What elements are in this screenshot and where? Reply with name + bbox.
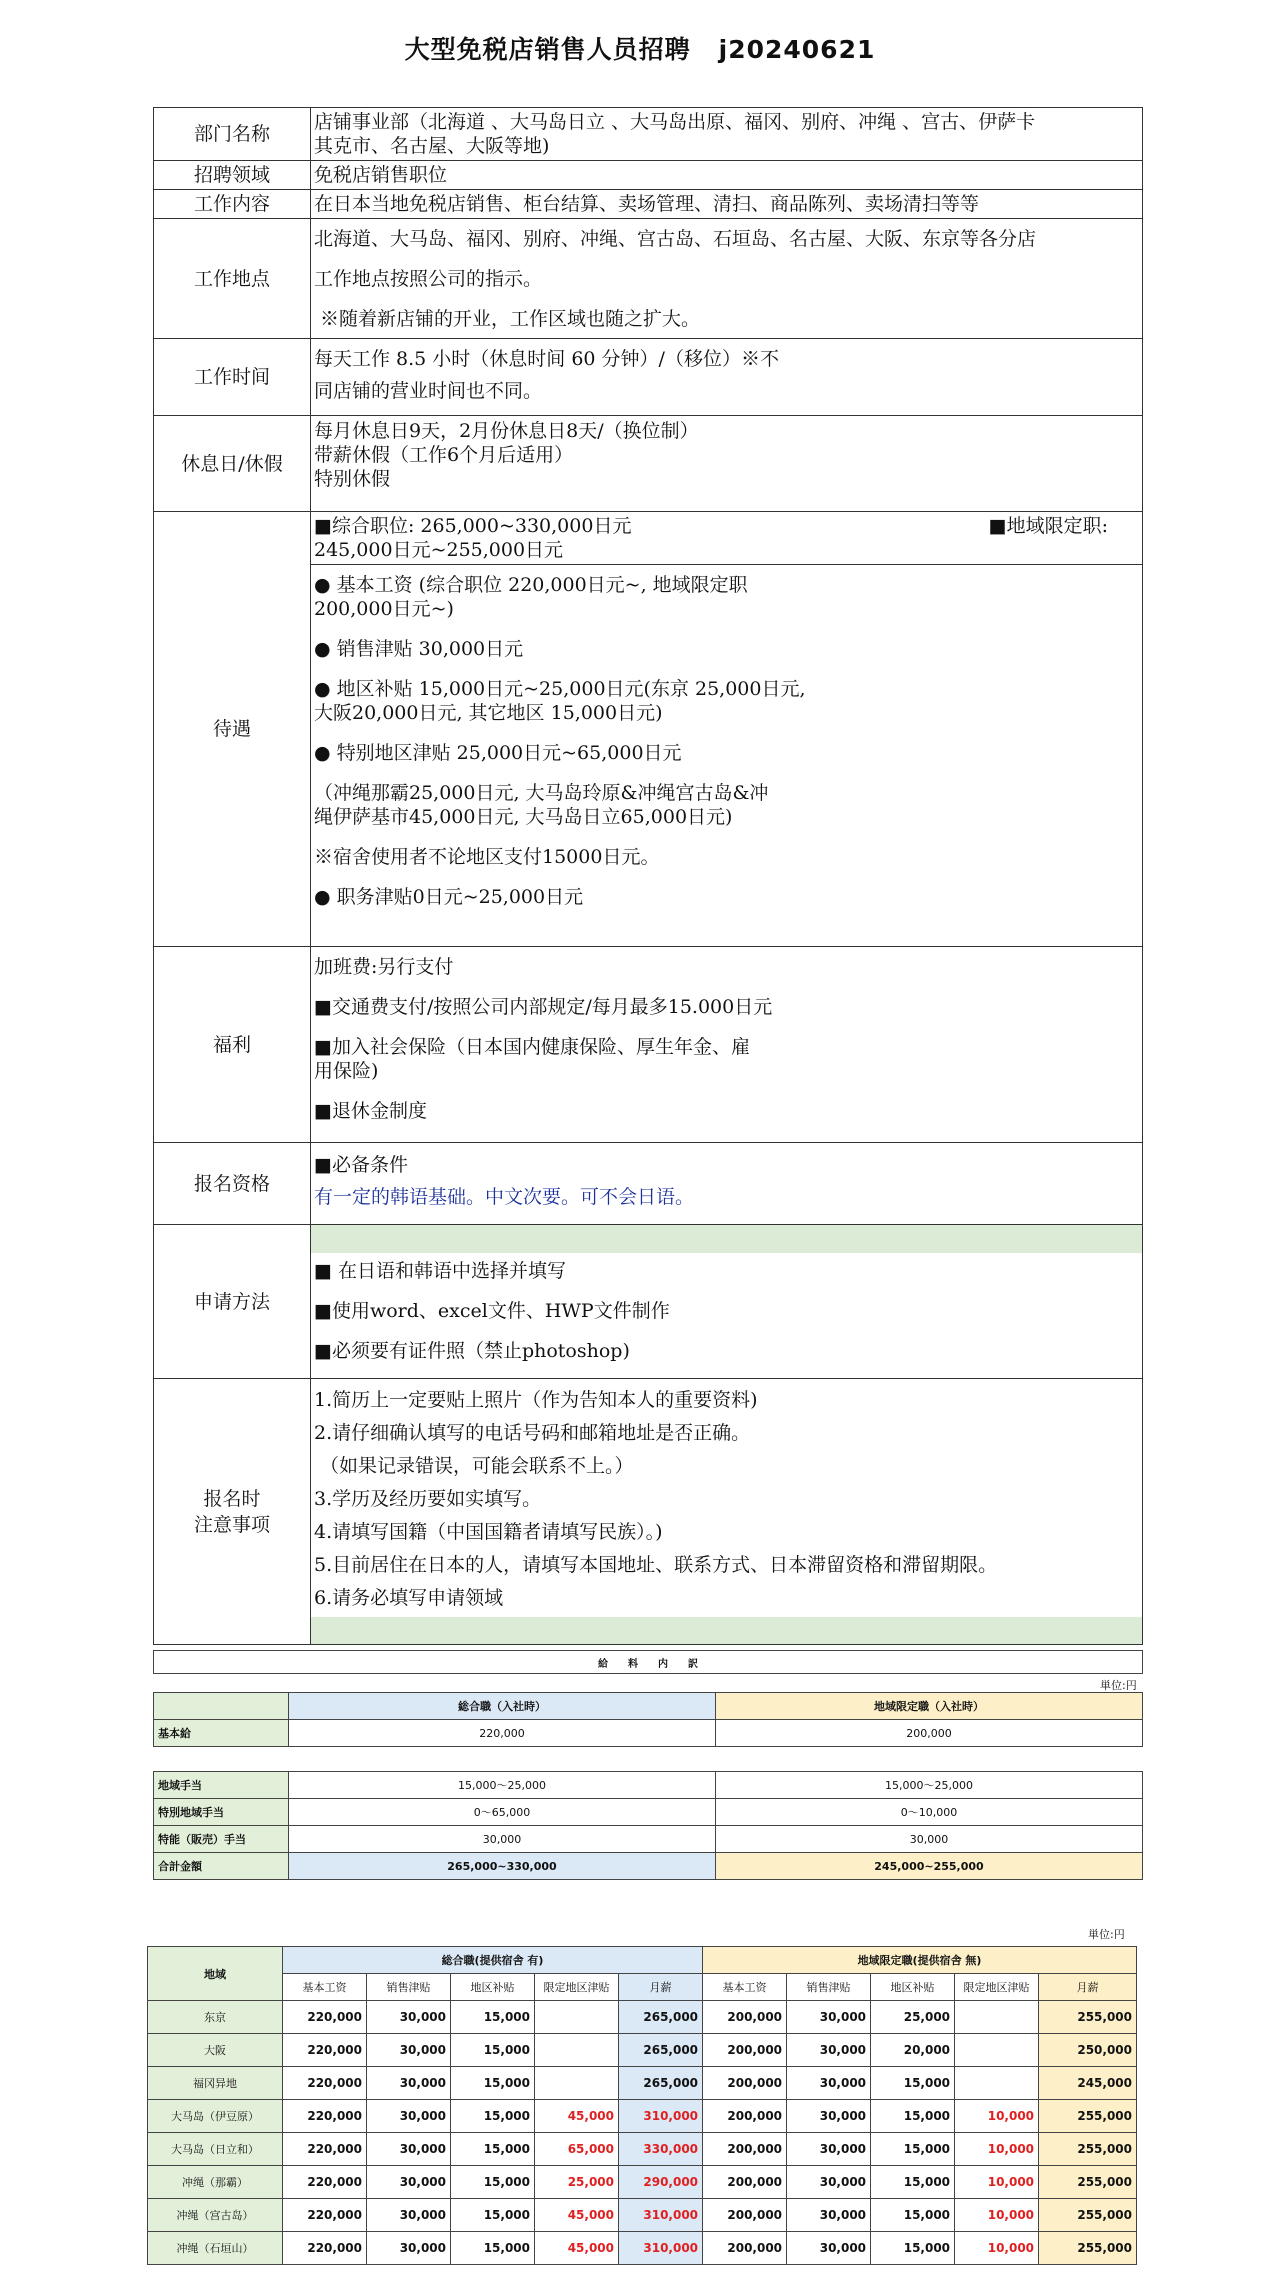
area-cell: 15,000 — [451, 2199, 535, 2232]
row-salary-head — [154, 512, 1143, 565]
notes-line-5: 4.请填写国籍（中国国籍者请填写民族）。) — [314, 1521, 663, 1543]
area-row — [148, 2199, 1137, 2232]
area-cell: 45,000 — [535, 2232, 619, 2265]
apply-value — [311, 1225, 1143, 1379]
content-value: 在日本当地免税店销售、柜台结算、卖场管理、清扫、商品陈列、卖场清扫等等 — [311, 190, 1143, 219]
notes-line-4: 3.学历及经历要如实填写。 — [314, 1488, 542, 1510]
sub-header: 限定地区津贴 — [535, 1974, 619, 2001]
area-cell: 310,000 — [619, 2232, 703, 2265]
area-cell: 30,000 — [367, 2100, 451, 2133]
area-body — [148, 2001, 1137, 2265]
area-cell: 30,000 — [787, 2166, 871, 2199]
holiday-label: 休息日/休假 — [154, 416, 311, 512]
notes-value — [311, 1379, 1143, 1645]
welfare-value — [311, 947, 1143, 1143]
general-col-header: 総合職（入社時） — [289, 1693, 716, 1720]
apply-line-1: ■ 在日语和韩语中选择并填写 — [314, 1260, 566, 1282]
apply-highlight-bar — [311, 1225, 1142, 1253]
salary-item-3: ● 销售津贴 30,000日元 — [314, 638, 524, 660]
salary-item-10: ● 职务津贴0日元~25,000日元 — [314, 886, 584, 908]
row-notes — [154, 1379, 1143, 1645]
area-cell: 200,000 — [703, 2232, 787, 2265]
apply-line-2: ■使用word、excel文件、HWP文件制作 — [314, 1300, 670, 1322]
area-cell — [535, 2001, 619, 2034]
area-row — [148, 2067, 1137, 2100]
area-cell: 250,000 — [1039, 2034, 1137, 2067]
allowance-general: 15,000～25,000 — [289, 1772, 716, 1799]
area-cell: 30,000 — [367, 2166, 451, 2199]
area-cell: 30,000 — [367, 2067, 451, 2100]
area-cell: 255,000 — [1039, 2199, 1137, 2232]
area-cell: 310,000 — [619, 2199, 703, 2232]
notes-label — [154, 1379, 311, 1645]
area-cell: 290,000 — [619, 2166, 703, 2199]
area-cell — [955, 2001, 1039, 2034]
local-col-header: 地域限定職（入社時） — [716, 1693, 1143, 1720]
salary-item-9: ※宿舍使用者不论地区支付15000日元。 — [314, 846, 660, 868]
location-line-2: 工作地点按照公司的指示。 — [314, 268, 543, 290]
salary-general-range: ■综合职位: 265,000~330,000日元 — [314, 515, 632, 537]
sub-header: 基本工资 — [703, 1974, 787, 2001]
welfare-label: 福利 — [154, 947, 311, 1143]
area-cell: 15,000 — [451, 2034, 535, 2067]
area-region: 大阪 — [148, 2034, 283, 2067]
notes-line-6: 5.目前居住在日本的人，请填写本国地址、联系方式、日本滞留资格和滞留期限。 — [314, 1554, 998, 1576]
hours-line-2: 同店铺的营业时间也不同。 — [314, 380, 543, 402]
area-cell: 30,000 — [787, 2001, 871, 2034]
location-value — [311, 219, 1143, 339]
allowance-row — [154, 1799, 1143, 1826]
area-row — [148, 2034, 1137, 2067]
area-cell: 245,000 — [1039, 2067, 1137, 2100]
sub-header: 销售津贴 — [787, 1974, 871, 2001]
location-line-3: ※随着新店铺的开业，工作区域也随之扩大。 — [320, 308, 701, 330]
salary-item-2: 200,000日元~) — [314, 598, 454, 620]
allowance-row — [154, 1826, 1143, 1853]
area-cell: 30,000 — [787, 2100, 871, 2133]
area-cell: 310,000 — [619, 2100, 703, 2133]
holiday-line-3: 特别休假 — [314, 468, 391, 490]
area-unit: 単位:円 — [1088, 1928, 1125, 1941]
area-cell: 330,000 — [619, 2133, 703, 2166]
area-cell: 200,000 — [703, 2166, 787, 2199]
area-cell: 200,000 — [703, 2100, 787, 2133]
sub-header: 地区补贴 — [451, 1974, 535, 2001]
salary-unit: 単位:円 — [1100, 1679, 1137, 1692]
area-cell: 255,000 — [1039, 2100, 1137, 2133]
area-cell — [535, 2067, 619, 2100]
area-cell: 10,000 — [955, 2232, 1039, 2265]
job-info-table — [153, 107, 1143, 1645]
salary-caption: 給 料 内 訳 — [154, 1651, 1143, 1674]
area-row — [148, 2100, 1137, 2133]
salary-item-1: ● 基本工资 (综合职位 220,000日元~, 地域限定职 — [314, 574, 748, 596]
welfare-line-1: 加班费:另行支付 — [314, 956, 454, 978]
location-line-1: 北海道、大马岛、福冈、别府、冲绳、宫古岛、石垣岛、名古屋、大阪、东京等各分店 — [314, 228, 1037, 250]
area-region: 大马岛（伊豆原） — [148, 2100, 283, 2133]
area-region: 东京 — [148, 2001, 283, 2034]
salary-item-5: 大阪20,000日元, 其它地区 15,000日元) — [314, 702, 663, 724]
allowance-local: 0～10,000 — [716, 1799, 1143, 1826]
area-subheader-row — [148, 1974, 1137, 2001]
apply-label: 申请方法 — [154, 1225, 311, 1379]
welfare-line-3: ■加入社会保险（日本国内健康保险、厚生年金、雇 — [314, 1036, 750, 1058]
salary-item-4: ● 地区补贴 15,000日元~25,000日元(东京 25,000日元, — [314, 678, 806, 700]
area-cell: 200,000 — [703, 2034, 787, 2067]
salary-local-label: ■地域限定职: — [988, 515, 1108, 537]
area-cell: 30,000 — [367, 2133, 451, 2166]
row-field — [154, 161, 1143, 190]
notes-line-3: （如果记录错误，可能会联系不上。） — [320, 1455, 634, 1477]
area-cell: 200,000 — [703, 2133, 787, 2166]
area-cell: 15,000 — [871, 2067, 955, 2100]
area-cell: 30,000 — [367, 2199, 451, 2232]
area-cell: 15,000 — [871, 2166, 955, 2199]
area-cell: 15,000 — [451, 2100, 535, 2133]
salary-head — [311, 512, 1143, 565]
page-title-text: 大型免税店销售人员招聘 — [404, 35, 691, 64]
notes-label-2: 注意事项 — [193, 1513, 270, 1536]
sub-header: 基本工资 — [283, 1974, 367, 2001]
total-label: 合計金額 — [154, 1853, 289, 1880]
hours-value — [311, 339, 1143, 416]
dept-value — [311, 108, 1143, 161]
area-cell: 265,000 — [619, 2034, 703, 2067]
welfare-line-2: ■交通费支付/按照公司内部规定/每月最多15.000日元 — [314, 996, 773, 1018]
sub-header: 限定地区津贴 — [955, 1974, 1039, 2001]
area-row — [148, 2232, 1137, 2265]
notes-line-2: 2.请仔细确认填写的电话号码和邮箱地址是否正确。 — [314, 1422, 751, 1444]
qualify-line-2: 有一定的韩语基础。中文次要。可不会日语。 — [314, 1186, 695, 1208]
page-title — [0, 30, 1280, 66]
area-cell: 30,000 — [367, 2001, 451, 2034]
area-cell: 10,000 — [955, 2199, 1039, 2232]
notes-line-1: 1.简历上一定要贴上照片（作为告知本人的重要资料) — [314, 1389, 758, 1411]
area-cell: 25,000 — [871, 2001, 955, 2034]
area-cell: 220,000 — [283, 2100, 367, 2133]
allowance-general: 30,000 — [289, 1826, 716, 1853]
area-row — [148, 2133, 1137, 2166]
dept-label: 部门名称 — [154, 108, 311, 161]
welfare-line-4: 用保险) — [314, 1060, 379, 1082]
allowance-label: 特別地域手当 — [154, 1799, 289, 1826]
area-cell: 20,000 — [871, 2034, 955, 2067]
area-cell: 220,000 — [283, 2133, 367, 2166]
salary-label: 待遇 — [154, 512, 311, 947]
area-cell: 15,000 — [451, 2166, 535, 2199]
row-dept — [154, 108, 1143, 161]
row-welfare — [154, 947, 1143, 1143]
area-row — [148, 2001, 1137, 2034]
area-region: 大马岛（日立和） — [148, 2133, 283, 2166]
area-cell: 30,000 — [787, 2232, 871, 2265]
base-local: 200,000 — [716, 1720, 1143, 1747]
area-general-header: 総合職(提供宿舎 有) — [283, 1947, 703, 1974]
area-cell: 15,000 — [451, 2133, 535, 2166]
allowance-local: 15,000～25,000 — [716, 1772, 1143, 1799]
base-label: 基本給 — [154, 1720, 289, 1747]
area-row — [148, 2166, 1137, 2199]
area-cell: 15,000 — [871, 2232, 955, 2265]
total-row — [154, 1853, 1143, 1880]
location-label: 工作地点 — [154, 219, 311, 339]
area-cell: 10,000 — [955, 2100, 1039, 2133]
area-region: 冲绳（那霸） — [148, 2166, 283, 2199]
allowance-general: 0～65,000 — [289, 1799, 716, 1826]
notes-line-7: 6.请务必填写申请领域 — [314, 1587, 504, 1609]
notes-label-1: 报名时 — [203, 1487, 261, 1510]
area-region: 福冈异地 — [148, 2067, 283, 2100]
hours-line-1: 每天工作 8.5 小时（休息时间 60 分钟）/（移位）※不 — [314, 348, 779, 370]
allowance-label: 地域手当 — [154, 1772, 289, 1799]
area-region: 冲绳（宫古岛） — [148, 2199, 283, 2232]
content-label: 工作内容 — [154, 190, 311, 219]
row-hours — [154, 339, 1143, 416]
sub-header: 地区补贴 — [871, 1974, 955, 2001]
area-cell: 15,000 — [451, 2001, 535, 2034]
area-cell: 45,000 — [535, 2199, 619, 2232]
area-cell: 200,000 — [703, 2199, 787, 2232]
area-cell — [955, 2034, 1039, 2067]
sub-header: 月薪 — [619, 1974, 703, 2001]
qualify-value — [311, 1143, 1143, 1225]
area-cell: 30,000 — [367, 2232, 451, 2265]
welfare-line-5: ■退休金制度 — [314, 1100, 427, 1122]
salary-item-7: （冲绳那霸25,000日元, 大马岛玲原&冲绳宫古岛&冲 — [314, 782, 769, 804]
row-holiday — [154, 416, 1143, 512]
region-header: 地域 — [148, 1947, 283, 2001]
area-cell: 65,000 — [535, 2133, 619, 2166]
dept-line-1: 店铺事业部（北海道 、大马岛日立 、大马岛出原、福冈、别府、冲绳 、宫古、伊萨卡 — [314, 111, 1036, 133]
area-cell: 30,000 — [787, 2034, 871, 2067]
area-cell: 255,000 — [1039, 2133, 1137, 2166]
salary-local-range: 245,000日元~255,000日元 — [314, 539, 564, 561]
area-cell: 220,000 — [283, 2067, 367, 2100]
base-salary-table — [153, 1692, 1143, 1747]
area-cell: 255,000 — [1039, 2001, 1137, 2034]
area-cell: 220,000 — [283, 2199, 367, 2232]
area-cell: 265,000 — [619, 2001, 703, 2034]
area-salary-table — [147, 1946, 1137, 2265]
apply-line-3: ■必须要有证件照（禁止photoshop) — [314, 1340, 630, 1362]
field-value: 免税店销售职位 — [311, 161, 1143, 190]
area-cell: 220,000 — [283, 2232, 367, 2265]
area-cell: 10,000 — [955, 2166, 1039, 2199]
total-local: 245,000~255,000 — [716, 1853, 1143, 1880]
area-cell: 15,000 — [451, 2232, 535, 2265]
area-cell: 15,000 — [871, 2133, 955, 2166]
area-cell: 30,000 — [367, 2034, 451, 2067]
hours-label: 工作时间 — [154, 339, 311, 416]
area-region: 冲绳（石垣山） — [148, 2232, 283, 2265]
area-cell: 15,000 — [451, 2067, 535, 2100]
area-cell: 220,000 — [283, 2001, 367, 2034]
notes-highlight-bar — [311, 1617, 1142, 1644]
base-corner — [154, 1693, 289, 1720]
area-cell: 265,000 — [619, 2067, 703, 2100]
area-local-header: 地域限定職(提供宿舎 無) — [703, 1947, 1137, 1974]
area-cell — [955, 2067, 1039, 2100]
area-cell: 15,000 — [871, 2100, 955, 2133]
row-location — [154, 219, 1143, 339]
area-cell — [535, 2034, 619, 2067]
allowance-row — [154, 1772, 1143, 1799]
dept-line-2: 其克市、名古屋、大阪等地) — [314, 135, 550, 157]
area-cell: 25,000 — [535, 2166, 619, 2199]
allowance-table — [153, 1771, 1143, 1880]
holiday-line-1: 每月休息日9天，2月份休息日8天/（换位制） — [314, 420, 699, 442]
allowance-local: 30,000 — [716, 1826, 1143, 1853]
area-cell: 200,000 — [703, 2001, 787, 2034]
sub-header: 月薪 — [1039, 1974, 1137, 2001]
holiday-line-2: 带薪休假（工作6个月后适用） — [314, 444, 574, 466]
area-cell: 30,000 — [787, 2199, 871, 2232]
total-general: 265,000~330,000 — [289, 1853, 716, 1880]
area-cell: 255,000 — [1039, 2166, 1137, 2199]
salary-item-6: ● 特别地区津贴 25,000日元~65,000日元 — [314, 742, 682, 764]
area-cell: 255,000 — [1039, 2232, 1137, 2265]
area-header-row — [148, 1947, 1137, 1974]
row-qualify — [154, 1143, 1143, 1225]
field-label: 招聘领域 — [154, 161, 311, 190]
area-cell: 10,000 — [955, 2133, 1039, 2166]
job-code: j20240621 — [718, 35, 876, 64]
row-content — [154, 190, 1143, 219]
area-cell: 30,000 — [787, 2067, 871, 2100]
area-cell: 220,000 — [283, 2034, 367, 2067]
area-cell: 15,000 — [871, 2199, 955, 2232]
sub-header: 销售津贴 — [367, 1974, 451, 2001]
base-header-row — [154, 1693, 1143, 1720]
area-cell: 200,000 — [703, 2067, 787, 2100]
salary-detail — [311, 565, 1143, 947]
allowance-label: 特能（販売）手当 — [154, 1826, 289, 1853]
salary-item-8: 绳伊萨基市45,000日元, 大马岛日立65,000日元) — [314, 806, 733, 828]
area-cell: 30,000 — [787, 2133, 871, 2166]
qualify-line-1: ■必备条件 — [314, 1154, 408, 1176]
salary-caption-table — [153, 1650, 1143, 1674]
row-apply — [154, 1225, 1143, 1379]
qualify-label: 报名资格 — [154, 1143, 311, 1225]
area-cell: 45,000 — [535, 2100, 619, 2133]
area-cell: 220,000 — [283, 2166, 367, 2199]
base-general: 220,000 — [289, 1720, 716, 1747]
holiday-value — [311, 416, 1143, 512]
base-row — [154, 1720, 1143, 1747]
